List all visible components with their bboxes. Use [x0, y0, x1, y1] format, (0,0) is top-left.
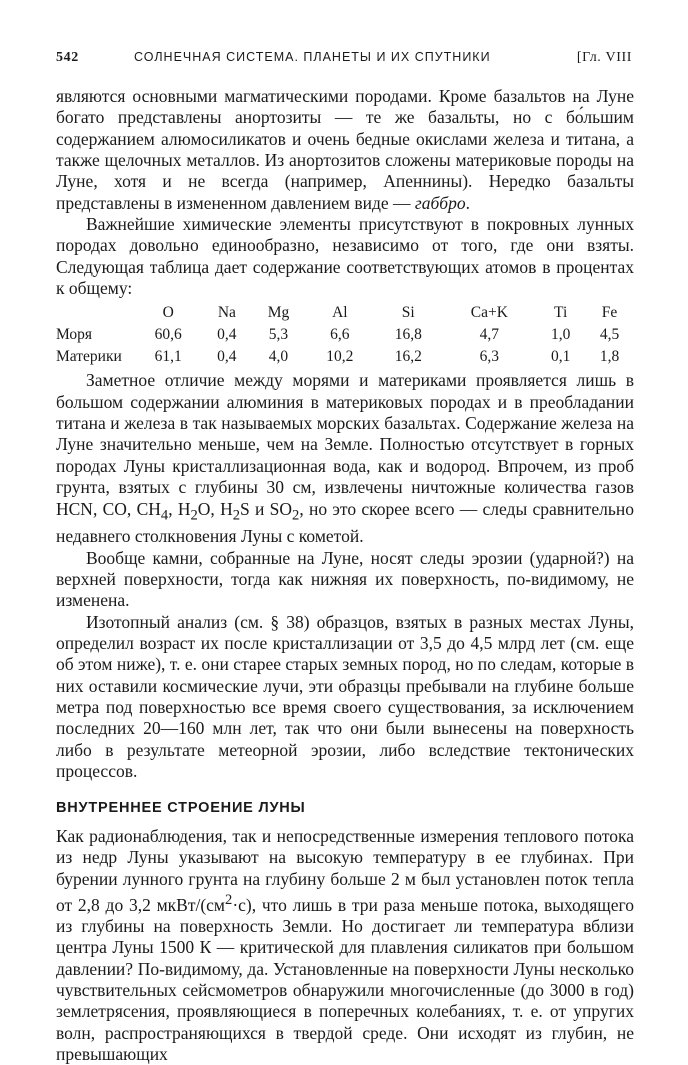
table-cell: 0,1 [550, 347, 571, 365]
column-header: O [162, 303, 174, 321]
table-cell: 16,8 [394, 325, 422, 343]
running-title: СОЛНЕЧНАЯ СИСТЕМА. ПЛАНЕТЫ И ИХ СПУТНИКИ [134, 50, 491, 64]
table-cell: 6,3 [479, 347, 500, 365]
table-cell: 6,6 [330, 325, 350, 343]
table-cell: 4,0 [268, 347, 289, 365]
superscript: 2 [225, 891, 233, 908]
section-heading: ВНУТРЕННЕЕ СТРОЕНИЕ ЛУНЫ [56, 800, 306, 817]
table-cell: 1,8 [599, 347, 620, 365]
page-body [56, 86, 634, 1065]
composition-table [56, 301, 634, 367]
text-run: ·с), что лишь в три раза меньше потока, выходящего из глубины на поверхность Земли. Но достигает ли температура вблизи центра Луны 1500 К — критической для плавления силикатов при большом давлении? По-видимому, да. Установленные на поверхности Луны несколько чувствительных сейсмометров обнаружили многочисленные (до 3000 в год) землетрясения, проявляющиеся в поперечных колебаниях, т. е. от упругих волн, распространяющихся в твердой среде. Они исходят из глубин, не превышающих [56, 894, 634, 1065]
table-cell: 10,2 [326, 347, 354, 365]
paragraph-end: . [465, 192, 470, 213]
page-number: 542 [56, 50, 79, 65]
column-header: Al [332, 303, 348, 321]
subscript: 2 [190, 507, 198, 523]
column-header: Mg [267, 303, 290, 321]
table-row [56, 323, 634, 345]
table-cell: 0,4 [217, 325, 237, 343]
table-cell: 16,2 [394, 347, 422, 365]
subscript: 2 [292, 507, 300, 523]
table-cell: 61,1 [154, 347, 182, 365]
table-row [56, 345, 634, 367]
text-run: , H [168, 498, 191, 519]
column-header: Na [217, 303, 236, 321]
column-header: Ca+K [470, 303, 508, 321]
table-corner [56, 301, 134, 323]
table-cell: 1,0 [550, 325, 571, 343]
table-cell: 4,7 [479, 325, 500, 343]
paragraph-elements: Важнейшие химические элементы присутствуют в покровных лунных породах довольно единообразно, независимо от того, где они взяты. Следующая таблица дает содержание соответствующих атомов в процентах к общему: [56, 214, 634, 299]
column-header: Si [401, 303, 415, 321]
paragraph-text: являются основными магматическими породами. Кроме базальтов на Луне богато представлены анортозиты — те же базальты, но с бо́льшим содержанием алюмосиликатов и очень бедные окислами железа и титана, а также щелочных металлов. Из анортозитов сложены материковые породы на Луне, хотя и не всегда (например, Апеннины). Нередко базальты представлены в измененном давлением виде — [56, 86, 634, 213]
paragraph-isotope-analysis: Изотопный анализ (см. § 38) образцов, взятых в разных местах Луны, определил возраст их после кристаллизации от 3,5 до 4,5 млрд лет (см. еще об этом ниже), т. е. они старее старых земных пород, но по следам, которые в них оставили космические лучи, эти образцы пребывали на глубине больше метра под поверхностью все время своего существования, за исключением последних 20—160 млн лет, так что они были вынесены на поверхность либо в результате метеорной эрозии, либо вследствие тектонических процессов. [56, 611, 634, 782]
paragraph-internal-structure [56, 826, 634, 1065]
paragraph-erosion: Вообще камни, собранные на Луне, носят следы эрозии (ударной?) на верхней поверхности, тогда как нижняя их поверхность, по-видимому, не изменена. [56, 547, 634, 611]
text-run: S и SO [240, 498, 293, 519]
page-header [56, 46, 632, 72]
table-header-row [56, 301, 634, 323]
text-run: , но это скорее всего — следы сравнительно недавнего столкновения Луны с кометой. [56, 498, 635, 547]
table-cell: 4,5 [599, 325, 620, 343]
row-label: Моря [56, 325, 93, 343]
text-run: O, H [197, 498, 233, 519]
table-cell: 0,4 [217, 347, 237, 365]
column-header: Fe [601, 303, 618, 321]
subscript: 4 [160, 507, 169, 523]
paragraph-basalts [56, 86, 634, 214]
subscript: 2 [232, 507, 241, 523]
chapter-marker: [Гл. VIII [576, 50, 632, 65]
paragraph-seas-vs-continents [56, 370, 634, 547]
table-cell: 60,6 [154, 325, 182, 343]
column-header: Ti [554, 303, 568, 321]
table-cell: 5,3 [268, 325, 289, 343]
text-run: Как радионаблюдения, так и непосредственные измерения теплового потока из недр Луны указывают на высокую температуру в ее глубинах. При бурении лунного грунта на глубину больше 2 м был установлен поток тепла от 2,8 до 3,2 мкВт/(см [56, 825, 634, 915]
row-label: Материки [56, 347, 122, 365]
gabbro-term: габбро [414, 192, 466, 213]
text-run: Заметное отличие между морями и материками проявляется лишь в большом содержании алюминия в материковых породах и в преобладании титана и железа в так называемых морских базальтах. Содержание железа на Луне значительно меньше, чем на Земле. Полностью отсутствует в горных породах Луны кристаллизационная вода, как и водород. Впрочем, из проб грунта, взятых с глубины 30 см, извлечены ничтожные количества газов HCN, CO, CH [56, 370, 634, 519]
